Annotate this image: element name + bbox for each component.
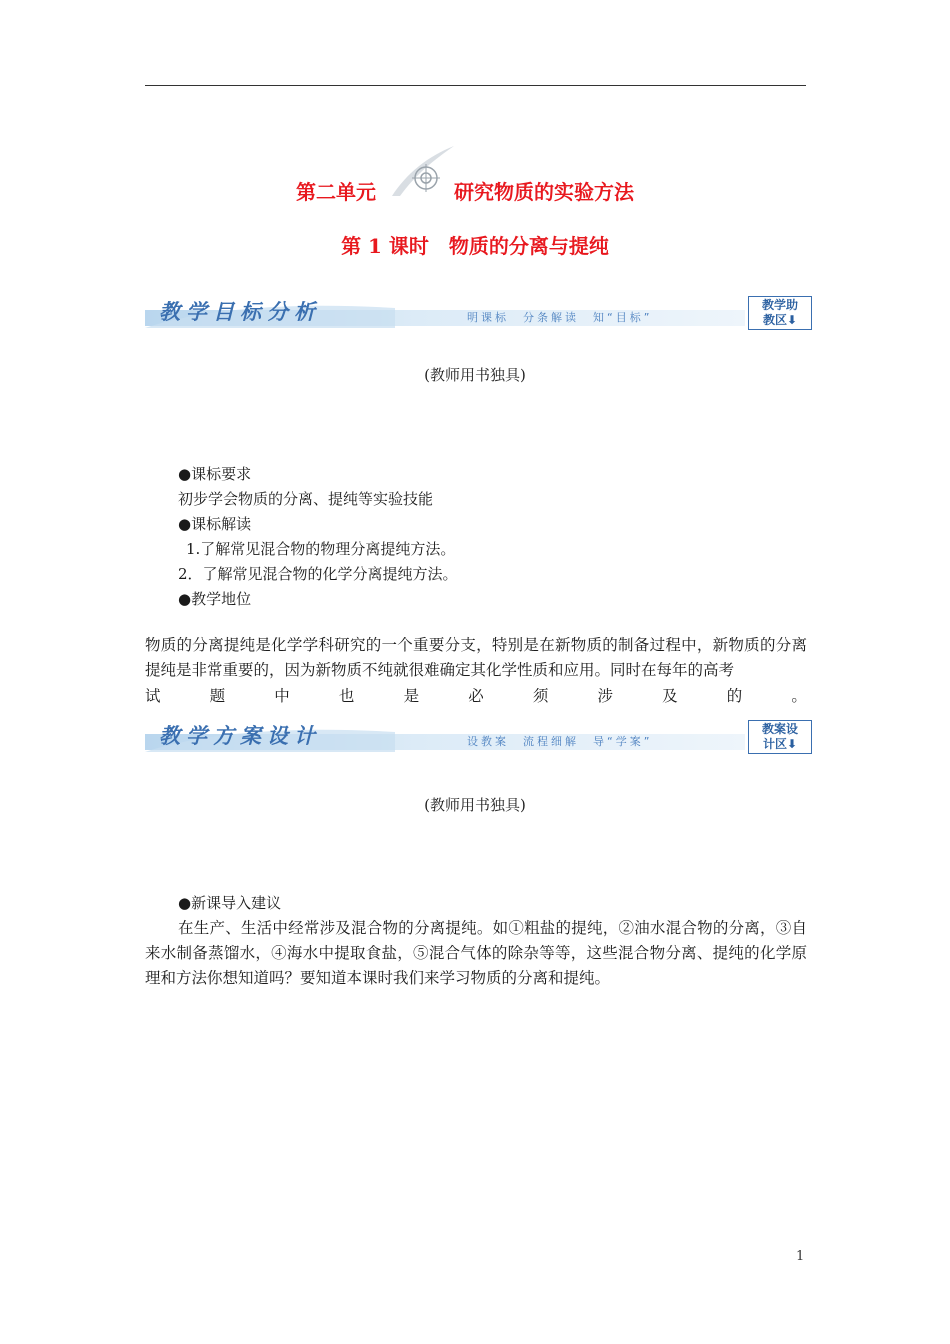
banner-tag-line2: 教区⬇ <box>762 313 798 327</box>
teaching-status-last-line: 试 题 中 也 是 必 须 涉 及 的 。 <box>145 687 807 705</box>
curriculum-requirement-text: 初步学会物质的分离、提纯等实验技能 <box>178 490 434 508</box>
teacher-only-note: (教师用书独具) <box>424 796 526 814</box>
banner-motto: 设教案 流程细解 导“学案” <box>467 735 653 748</box>
bullet-curriculum-interpretation: ●课标解读 <box>178 515 252 533</box>
section-banner-objectives <box>145 296 815 332</box>
interpretation-item-1: 1.了解常见混合物的物理分离提纯方法。 <box>186 540 456 558</box>
arrow-down-icon: ⬇ <box>786 313 798 327</box>
bullet-curriculum-requirement: ●课标要求 <box>178 465 252 483</box>
page-number: 1 <box>796 1249 805 1264</box>
unit-topic-label: 研究物质的实验方法 <box>454 180 634 204</box>
header-rule <box>145 85 806 86</box>
banner-motto: 明课标 分条解读 知“目标” <box>467 311 653 324</box>
arrow-down-icon: ⬇ <box>786 737 798 751</box>
bullet-new-lesson-intro: ●新课导入建议 <box>178 894 282 912</box>
interpretation-item-2: 2．了解常见混合物的化学分离提纯方法。 <box>178 565 458 583</box>
lesson-title: 第 1 课时 物质的分离与提纯 <box>341 234 609 258</box>
bullet-teaching-status: ●教学地位 <box>178 590 252 608</box>
banner-heading: 教学目标分析 <box>159 299 321 324</box>
banner-tag-line2: 计区⬇ <box>762 737 798 751</box>
teacher-only-note: (教师用书独具) <box>424 366 526 384</box>
teaching-status-paragraph: 物质的分离提纯是化学学科研究的一个重要分支，特别是在新物质的制备过程中，新物质的分离提纯是非常重要的，因为新物质不纯就很难确定其化学性质和应用。同时在每年的高考 <box>145 636 807 679</box>
banner-tag-line1: 教学助 <box>761 298 798 312</box>
section-banner-design <box>145 720 815 756</box>
banner-tag <box>748 720 812 754</box>
banner-tag <box>748 296 812 330</box>
target-arrow-icon <box>386 144 456 200</box>
banner-tag-line1: 教案设 <box>761 722 798 736</box>
banner-heading: 教学方案设计 <box>159 723 321 748</box>
new-lesson-intro-paragraph: 在生产、生活中经常涉及混合物的分离提纯。如①粗盐的提纯，②油水混合物的分离，③自来水制备蒸馏水，④海水中提取食盐，⑤混合气体的除杂等等，这些混合物分离、提纯的化学原理和方法你想知道吗？要知道本课时我们来学习物质的分离和提纯。 <box>145 919 807 987</box>
unit-title-label: 第二单元 <box>296 180 376 204</box>
